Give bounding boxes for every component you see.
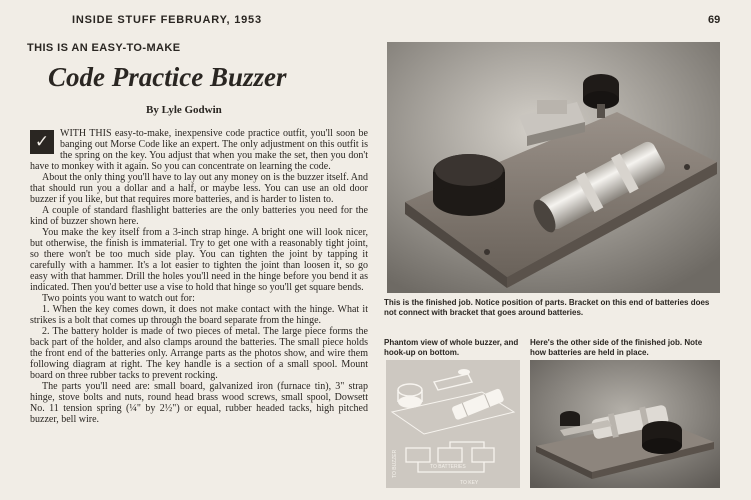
finished-buzzer-photo xyxy=(387,42,720,293)
main-photo-caption: This is the finished job. Notice position of parts. Bracket on this end of batteries does not connect with bracket that goes around batteries. xyxy=(384,298,710,317)
side-view-photo xyxy=(530,360,720,488)
article-paragraph: 2. The battery holder is made of two pieces of metal. The large piece forms the back part of the holder, and also clamps around the batteries. The small piece holds the front end of the batteries only. Arrange parts as the photos show, and wire them following diagram at right. The key handle is a section of a small spool. Mount board on three rubber tacks to prevent rocking. xyxy=(30,326,368,381)
article-title: Code Practice Buzzer xyxy=(48,62,287,92)
article-paragraph: You make the key itself from a 3-inch strap hinge. A bright one will look nicer, but otherwise, the finish is immaterial. Try to get one with a reasonably tight joint, so there won't be too much side play. You can tighten the joint by tapping it carefully with a hammer. It's a lot easier to tighten the joint than loosen it, so go easy with that hammer. Drill the holes you'll need in the hinge before you bend it as indicated. Then you'd better use a vise to hold that hinge so you'll get square bends. xyxy=(30,227,368,293)
article-paragraph: About the only thing you'll have to lay out any money on is the buzzer itself. And that should run you a dollar and a half, or maybe less. You can use an old door buzzer if you like, but that requires more batteries, and is harder to listen to. xyxy=(30,172,368,205)
article-kicker: THIS IS AN EASY-TO-MAKE xyxy=(27,42,181,54)
page-number: 69 xyxy=(708,14,721,26)
article-paragraph: The parts you'll need are: small board, galvanized iron (furnace tin), 3" strap hinge, stove bolts and nuts, round head brass wood screws, small spool, Dowsett No. 11 tension spring (¼" by 2½") or equal, rubber headed tacks, high pitched buzzer, bell wire. xyxy=(30,381,368,425)
label-to-key: TO KEY xyxy=(460,480,479,486)
article-paragraph: Two points you want to watch out for: xyxy=(42,293,195,304)
article-paragraph: A couple of standard flashlight batteries are the only batteries you need for the kind of buzzer shown here. xyxy=(30,205,368,227)
label-to-batteries: TO BATTERIES xyxy=(430,464,466,470)
phantom-wiring-diagram xyxy=(386,360,520,488)
label-to-buzzer: TO BUZZER xyxy=(392,449,398,478)
checkmark-icon: ✓ xyxy=(30,130,54,154)
page-header xyxy=(0,0,751,40)
side-photo-caption: Here's the other side of the finished job. Note how batteries are held in place. xyxy=(530,338,703,357)
article-paragraph: 1. When the key comes down, it does not make contact with the hinge. What it strikes is a bolt that comes up through the board separate from the hinge. xyxy=(30,304,368,326)
article-body xyxy=(30,128,368,498)
article-byline: By Lyle Godwin xyxy=(146,104,222,116)
diagram-caption: Phantom view of whole buzzer, and hook-up on bottom. xyxy=(384,338,519,357)
running-title: INSIDE STUFF FEBRUARY, 1953 xyxy=(72,14,262,26)
article-paragraph: WITH THIS easy-to-make, inexpensive code practice outfit, you'll soon be banging out Morse Code like an expert. The only adjustment on this outfit is the spring on the key. You adjust that when you make the set, then you don't have to monkey with it again. So you can concentrate on learning the code. xyxy=(30,128,368,172)
